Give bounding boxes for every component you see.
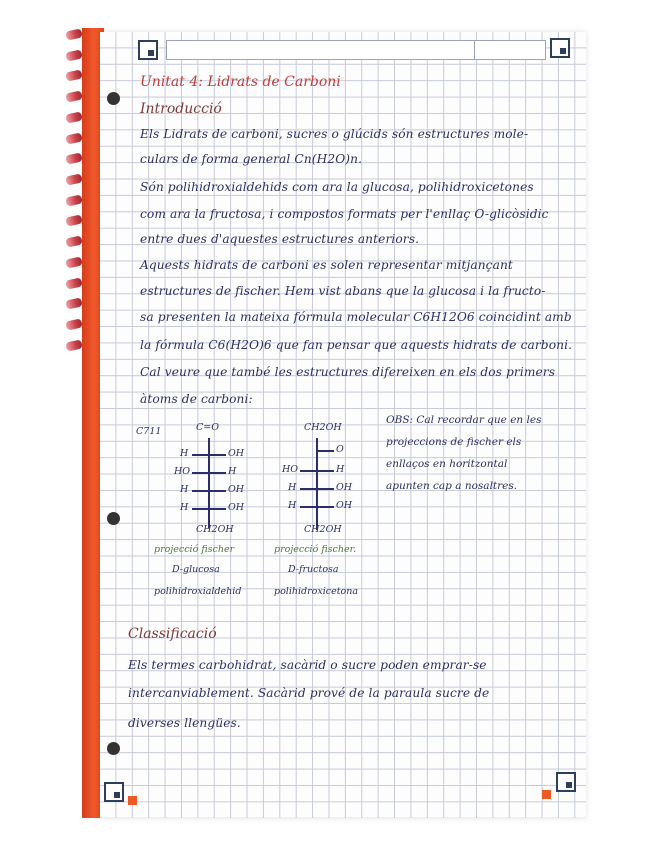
carbon-chain-line: [208, 438, 210, 528]
body-line: intercanviablement. Sacàrid prové de la paraula sucre de: [128, 686, 490, 700]
caption-name: D-fructosa: [288, 564, 339, 575]
spiral-ring: [65, 173, 83, 185]
punch-hole: [107, 92, 120, 105]
body-line: diverses llengües.: [128, 716, 241, 730]
right-substituent: H: [336, 464, 345, 475]
classification-section: [128, 626, 578, 746]
body-line: Cal veure que també les estructures difereixen en els dos primers: [140, 365, 556, 379]
left-substituent: H: [180, 502, 189, 513]
spiral-ring: [65, 28, 83, 40]
punch-hole: [107, 512, 120, 525]
bond-line: [300, 488, 334, 490]
body-line: Els termes carbohidrat, sacàrid o sucre poden emprar-se: [128, 658, 487, 672]
caption-projection: projecció fischer.: [274, 544, 357, 555]
body-line: com ara la fructosa, i compostos formats per l'enllaç O-glicòsidic: [140, 207, 549, 221]
spiral-ring: [65, 194, 83, 206]
corner-red-square: [128, 796, 137, 805]
spiral-ring: [65, 298, 83, 310]
spiral-ring: [65, 111, 83, 123]
corner-red-square: [542, 790, 551, 799]
spiral-ring: [65, 132, 83, 144]
caption-class: polihidroxicetona: [274, 586, 359, 597]
spiral-ring: [65, 236, 83, 248]
bond-line: [192, 454, 226, 456]
left-substituent: H: [288, 482, 297, 493]
left-substituent: H: [180, 484, 189, 495]
side-note-line: OBS: Cal recordar que en les: [386, 414, 542, 426]
spiral-ring: [65, 277, 83, 289]
spiral-ring: [65, 215, 83, 227]
spiral-ring: [65, 339, 83, 351]
spiral-ring: [65, 256, 83, 268]
caption-projection: projecció fischer: [154, 544, 235, 555]
spiral-ring: [65, 153, 83, 165]
spiral-ring: [65, 70, 83, 82]
caption-class: polihidroxialdehid: [154, 586, 242, 597]
intro-heading: Introducció: [140, 101, 222, 117]
caption-name: D-glucosa: [172, 564, 220, 575]
fischer-glucose: [130, 420, 260, 610]
left-substituent: HO: [174, 466, 191, 477]
page-title: Unitat 4: Lidrats de Carboni: [140, 74, 341, 90]
body-line: Aquests hidrats de carboni es solen representar mitjançant: [140, 258, 513, 272]
spiral-ring: [65, 49, 83, 61]
side-note: [386, 414, 576, 510]
side-note-line: enllaços en horitzontal: [386, 458, 508, 470]
body-line: culars de forma general Cn(H2O)n.: [140, 152, 363, 166]
corner-logo-icon: [556, 772, 576, 792]
bond-line: [192, 490, 226, 492]
keto-bond-line: [316, 450, 334, 452]
body-line: entre dues d'aquestes estructures anteriors.: [140, 232, 420, 246]
bond-line: [300, 506, 334, 508]
punch-holes: [107, 0, 121, 848]
body-line: sa presenten la mateixa fórmula molecular C6H12O6 coincidint amb: [140, 310, 572, 324]
left-substituent: H: [288, 500, 297, 511]
top-group: CH2OH: [304, 422, 342, 433]
right-substituent: OH: [336, 500, 353, 511]
corner-logo-icon: [104, 782, 124, 802]
bottom-group: CH2OH: [304, 524, 342, 535]
corner-logo-icon: [550, 38, 570, 58]
bond-line: [300, 470, 334, 472]
spiral-ring: [65, 318, 83, 330]
right-substituent: OH: [228, 448, 245, 459]
right-substituent: OH: [336, 482, 353, 493]
header-box: [166, 40, 546, 60]
bond-line: [192, 472, 226, 474]
corner-logo-icon: [138, 40, 158, 60]
bond-line: [192, 508, 226, 510]
left-substituent: HO: [282, 464, 299, 475]
right-substituent: OH: [228, 484, 245, 495]
right-substituent: H: [228, 466, 237, 477]
body-line: àtoms de carboni:: [140, 392, 253, 406]
body-line: estructures de fischer. Hem vist abans que la glucosa i la fructo-: [140, 284, 546, 298]
fischer-fructose: [270, 420, 380, 610]
body-line: la fórmula C6(H2O)6 que fan pensar que aquests hidrats de carboni.: [140, 338, 573, 352]
side-note-line: apunten cap a nosaltres.: [386, 480, 518, 492]
spiral-ring: [65, 91, 83, 103]
side-note-line: projeccions de fischer els: [386, 436, 522, 448]
punch-hole: [107, 742, 120, 755]
bottom-group: CH2OH: [196, 524, 234, 535]
keto-oxygen: O: [336, 444, 344, 455]
side-label: C711: [136, 426, 162, 437]
carbonyl-label: C=O: [196, 422, 220, 433]
right-substituent: OH: [228, 502, 245, 513]
body-line: Els Lidrats de carboni, sucres o glúcids són estructures mole-: [140, 127, 529, 141]
left-substituent: H: [180, 448, 189, 459]
body-line: Són polihidroxialdehids com ara la glucosa, polihidroxicetones: [140, 180, 534, 194]
classification-heading: Classificació: [128, 626, 217, 642]
carbon-chain-line: [316, 438, 318, 530]
